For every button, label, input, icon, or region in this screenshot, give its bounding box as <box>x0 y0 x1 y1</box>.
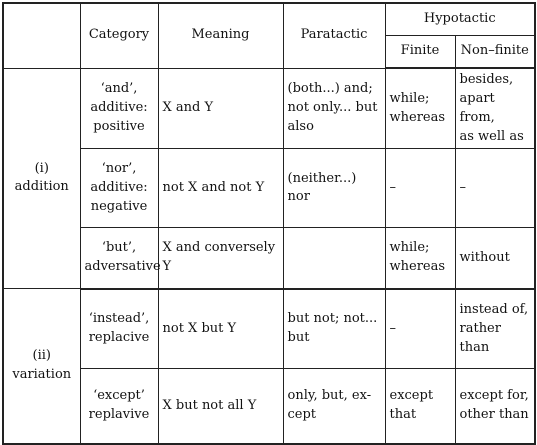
cell-line: negative <box>90 198 148 214</box>
cell-line: – <box>389 320 396 336</box>
group-label-addition <box>3 68 80 289</box>
cell-line: additive: <box>90 179 148 195</box>
cell-line: without <box>459 249 510 265</box>
header-category: Category <box>80 3 158 68</box>
cell-line: ‘nor’, <box>101 161 137 177</box>
cell-line: – <box>459 179 466 195</box>
cell-line: only, but, ex- <box>287 388 372 404</box>
cell-line: (both...) and; <box>287 81 373 97</box>
cell-line: replavive <box>88 407 150 423</box>
meaning-cell: not X and not Y <box>158 149 283 228</box>
cell-line: ‘but’, <box>101 240 137 256</box>
non-finite-cell <box>455 369 535 444</box>
cell-line: as well as <box>459 128 524 144</box>
cell-line: except <box>389 388 434 404</box>
non-finite-cell <box>455 289 535 369</box>
header-hypotactic: Hypotactic <box>385 3 535 35</box>
cell-line: rather than <box>459 320 501 355</box>
paratactic-cell <box>283 369 385 444</box>
non-finite-cell <box>455 68 535 149</box>
category-cell <box>80 369 158 444</box>
group-number: (i) <box>34 160 49 176</box>
cell-line: while; <box>389 240 430 256</box>
cell-line: cept <box>287 407 317 423</box>
cell-line: (neither...) nor <box>287 170 357 205</box>
finite-cell <box>385 68 455 149</box>
finite-cell <box>385 289 455 369</box>
cell-line: besides, <box>459 72 514 87</box>
cell-line: ‘instead’, <box>88 311 150 327</box>
header-finite: Finite <box>385 35 455 68</box>
cell-line: replacive <box>88 330 150 346</box>
cell-line: other than <box>459 407 529 423</box>
category-cell <box>80 289 158 369</box>
cell-line: apart from, <box>459 90 495 125</box>
group-label-variation <box>3 289 80 444</box>
category-cell <box>80 68 158 149</box>
cell-line: not only... but <box>287 100 378 116</box>
group-name: addition <box>14 179 69 195</box>
cell-line: ‘except’ <box>93 388 145 404</box>
cell-line: but <box>287 330 310 346</box>
cell-line: that <box>389 407 417 423</box>
non-finite-cell <box>455 228 535 289</box>
cell-line: but not; not... <box>287 311 378 327</box>
finite-cell <box>385 228 455 289</box>
cell-line: positive <box>93 118 145 134</box>
cell-line: adversative <box>84 259 161 275</box>
group-number: (ii) <box>32 348 51 364</box>
meaning-cell: X and conversely Y <box>158 228 283 289</box>
cell-line: ‘and’, <box>100 81 138 97</box>
paratactic-cell <box>283 68 385 149</box>
cell-line: instead of, <box>459 301 529 317</box>
meaning-cell: not X but Y <box>158 289 283 369</box>
header-non-finite: Non–finite <box>455 35 535 68</box>
cell-line: while; <box>389 90 430 106</box>
finite-cell <box>385 149 455 228</box>
cell-line: also <box>287 118 314 134</box>
conjunction-table <box>2 2 536 445</box>
cell-line: except for, <box>459 388 529 404</box>
meaning-cell: X and Y <box>158 68 283 149</box>
corner-cell <box>3 3 80 68</box>
cell-line: whereas <box>389 259 446 275</box>
cell-line: – <box>389 179 396 195</box>
paratactic-cell <box>283 289 385 369</box>
paratactic-cell <box>283 228 385 289</box>
cell-line: additive: <box>90 100 148 116</box>
non-finite-cell <box>455 149 535 228</box>
header-meaning: Meaning <box>158 3 283 68</box>
category-cell <box>80 149 158 228</box>
cell-line: whereas <box>389 109 446 125</box>
group-name: variation <box>12 367 72 383</box>
meaning-cell: X but not all Y <box>158 369 283 444</box>
category-cell <box>80 228 161 289</box>
finite-cell <box>385 369 455 444</box>
paratactic-cell <box>283 149 385 228</box>
header-paratactic: Paratactic <box>283 3 385 68</box>
